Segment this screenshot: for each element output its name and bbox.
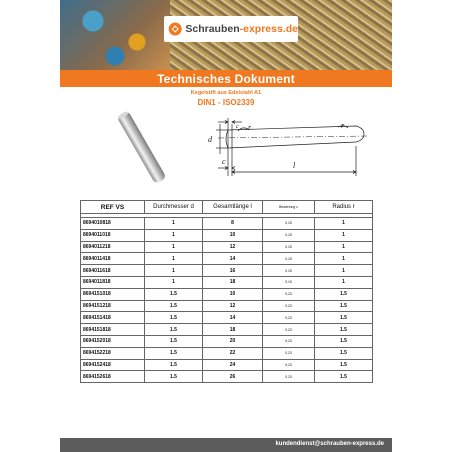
- cell-radius: 1: [315, 241, 373, 253]
- cell-length: 22: [203, 347, 263, 359]
- cell-chamfer: 0,23: [263, 359, 315, 371]
- cell-chamfer: 0,23: [263, 371, 315, 383]
- cell-ref-vs: 8694152218: [81, 347, 145, 359]
- logo-icon: [168, 20, 182, 38]
- cell-ref-vs: 8694152418: [81, 359, 145, 371]
- cell-diameter: 1.5: [145, 347, 203, 359]
- cell-chamfer: 0,15: [263, 253, 315, 265]
- cell-ref-vs: 8694152018: [81, 335, 145, 347]
- cell-chamfer: 0,15: [263, 229, 315, 241]
- cell-radius: 1: [315, 265, 373, 277]
- cell-diameter: 1: [145, 276, 203, 288]
- table-row: [81, 241, 373, 253]
- col-length: Gesamtlänge l: [203, 201, 263, 214]
- label-l: l: [293, 161, 296, 170]
- document-title: Technisches Dokument: [157, 71, 295, 86]
- cell-length: 10: [203, 288, 263, 300]
- cell-ref-vs: 8694151018: [81, 288, 145, 300]
- product-line: Kegelstift aus Edelstahl A1: [190, 90, 262, 96]
- label-c-top: c: [236, 124, 239, 130]
- table-row: [81, 288, 373, 300]
- cell-diameter: 1.5: [145, 300, 203, 312]
- label-r-right: r: [341, 121, 345, 130]
- footer-email[interactable]: kundendienst@schrauben-express.de: [275, 441, 384, 447]
- header-banner: [60, 0, 392, 70]
- cell-chamfer: 0,15: [263, 241, 315, 253]
- footer-bar: [60, 438, 392, 452]
- cell-radius: 1.5: [315, 324, 373, 336]
- cell-length: 24: [203, 359, 263, 371]
- cell-length: 16: [203, 265, 263, 277]
- col-radius: Radius r: [315, 201, 373, 214]
- cell-radius: 1.5: [315, 288, 373, 300]
- cell-ref-vs: 8694152618: [81, 371, 145, 383]
- cell-diameter: 1: [145, 253, 203, 265]
- table-row: [81, 229, 373, 241]
- label-r-left: r: [248, 123, 252, 132]
- table-row: [81, 324, 373, 336]
- cell-diameter: 1.5: [145, 312, 203, 324]
- cell-ref-vs: 8694151218: [81, 300, 145, 312]
- cell-diameter: 1.5: [145, 324, 203, 336]
- cell-diameter: 1.5: [145, 359, 203, 371]
- label-d: d: [208, 135, 212, 144]
- table-header-row: [81, 201, 373, 214]
- brand-logo: [164, 16, 298, 42]
- cell-radius: 1.5: [315, 347, 373, 359]
- cell-length: 14: [203, 253, 263, 265]
- cell-ref-vs: 8694010818: [81, 218, 145, 230]
- spec-table: [80, 200, 373, 383]
- col-diameter: Durchmesser d: [145, 201, 203, 214]
- cell-diameter: 1.5: [145, 371, 203, 383]
- table-row: [81, 312, 373, 324]
- title-bar: [60, 70, 392, 87]
- cell-length: 18: [203, 276, 263, 288]
- cell-diameter: 1.5: [145, 288, 203, 300]
- cell-length: 14: [203, 312, 263, 324]
- cell-radius: 1.5: [315, 335, 373, 347]
- cell-radius: 1.5: [315, 371, 373, 383]
- col-chamfer: Bewertung c: [263, 201, 315, 214]
- table-row: [81, 253, 373, 265]
- document-page: [60, 0, 392, 452]
- cell-diameter: 1: [145, 218, 203, 230]
- pin-product-image: [102, 106, 182, 188]
- table-row: [81, 371, 373, 383]
- cell-length: 18: [203, 324, 263, 336]
- cell-radius: 1: [315, 253, 373, 265]
- cell-ref-vs: 8694011418: [81, 253, 145, 265]
- technical-drawing: [198, 116, 370, 182]
- brand-name: Schrauben-express.de: [185, 23, 298, 35]
- cell-radius: 1.5: [315, 359, 373, 371]
- cell-chamfer: 0,23: [263, 335, 315, 347]
- cell-radius: 1: [315, 276, 373, 288]
- cell-chamfer: 0,23: [263, 312, 315, 324]
- cell-chamfer: 0,15: [263, 218, 315, 230]
- table-row: [81, 347, 373, 359]
- table-row: [81, 276, 373, 288]
- cell-ref-vs: 8694011618: [81, 265, 145, 277]
- cell-diameter: 1: [145, 265, 203, 277]
- cell-length: 12: [203, 300, 263, 312]
- cell-radius: 1: [315, 218, 373, 230]
- cell-length: 20: [203, 335, 263, 347]
- cell-chamfer: 0,15: [263, 265, 315, 277]
- table-row: [81, 265, 373, 277]
- cell-diameter: 1: [145, 241, 203, 253]
- cell-length: 8: [203, 218, 263, 230]
- cell-chamfer: 0,23: [263, 347, 315, 359]
- cell-ref-vs: 8694011218: [81, 241, 145, 253]
- cell-radius: 1: [315, 229, 373, 241]
- cell-radius: 1.5: [315, 312, 373, 324]
- col-ref-vs: REF VS: [81, 201, 145, 214]
- cell-chamfer: 0,23: [263, 288, 315, 300]
- cell-chamfer: 0,15: [263, 276, 315, 288]
- table-row: [81, 300, 373, 312]
- cell-length: 26: [203, 371, 263, 383]
- label-c: c: [222, 157, 226, 166]
- table-row: [81, 218, 373, 230]
- cell-ref-vs: 8694151418: [81, 312, 145, 324]
- cell-ref-vs: 8694011818: [81, 276, 145, 288]
- standard-label: DIN1 - ISO2339: [197, 98, 255, 107]
- table-row: [81, 359, 373, 371]
- table-row: [81, 335, 373, 347]
- cell-length: 10: [203, 229, 263, 241]
- tools-photo: [60, 0, 170, 70]
- cell-chamfer: 0,23: [263, 324, 315, 336]
- cell-ref-vs: 8694011018: [81, 229, 145, 241]
- cell-chamfer: 0,23: [263, 300, 315, 312]
- cell-radius: 1.5: [315, 300, 373, 312]
- cell-diameter: 1.5: [145, 335, 203, 347]
- cell-length: 12: [203, 241, 263, 253]
- cell-diameter: 1: [145, 229, 203, 241]
- cell-ref-vs: 8694151818: [81, 324, 145, 336]
